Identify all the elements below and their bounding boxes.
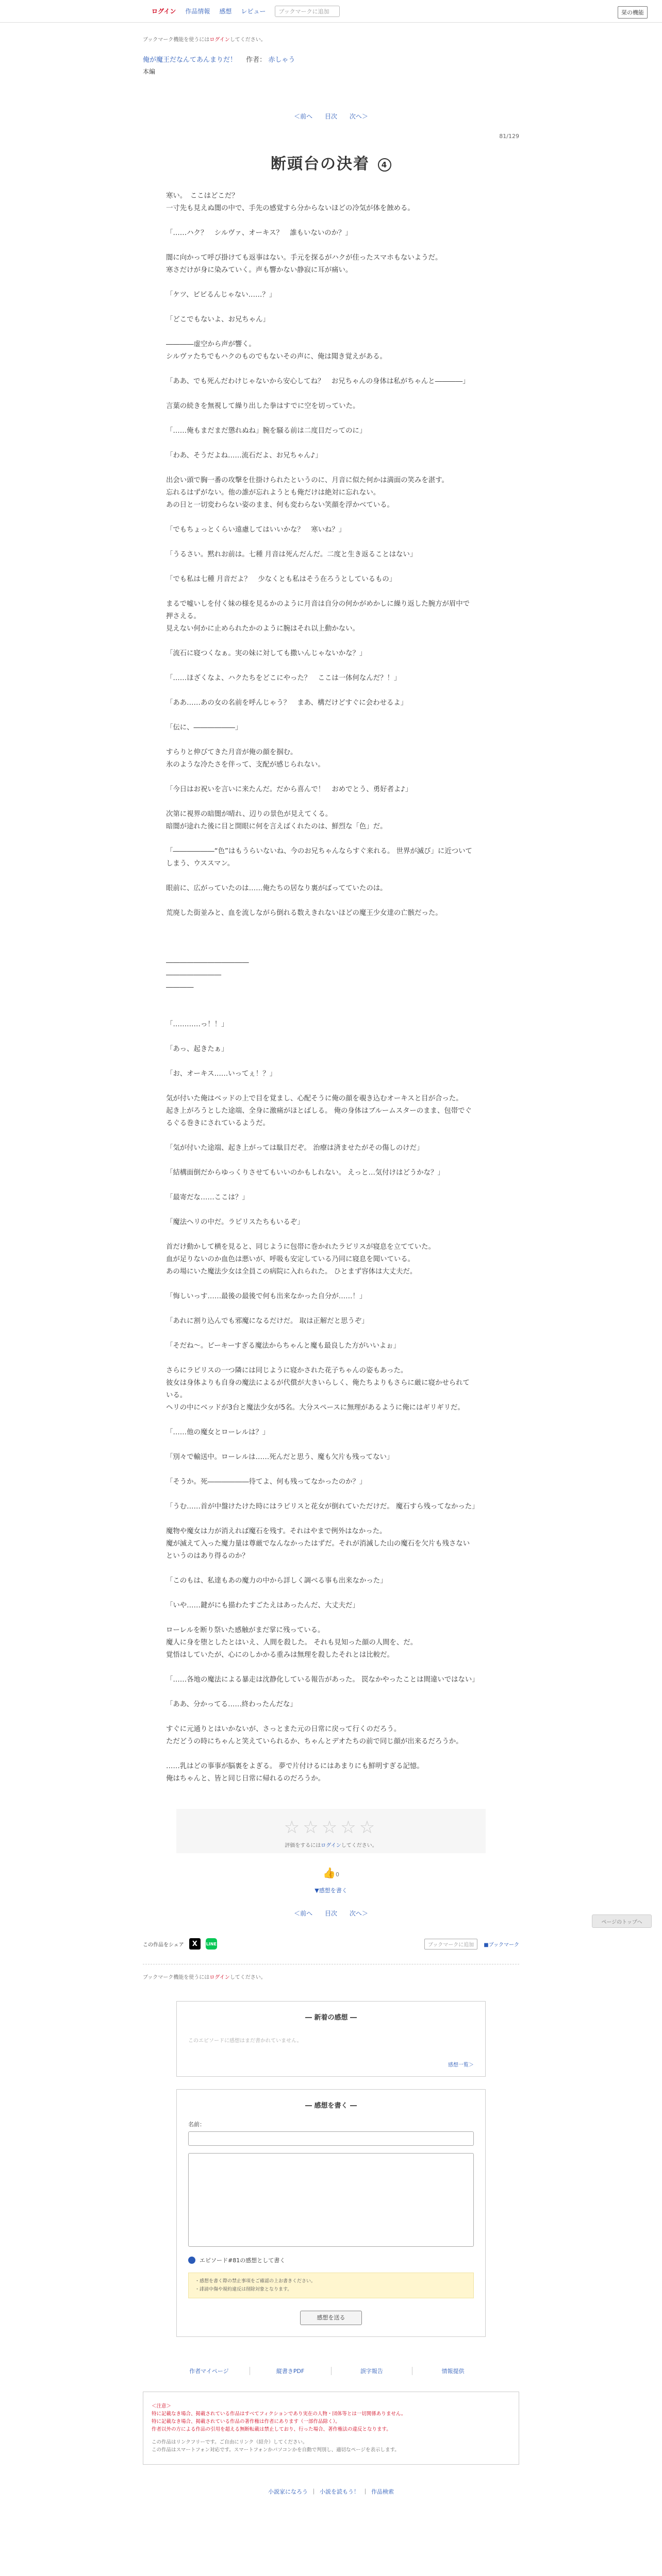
novel-paragraph: 魔人に身を堕としたとはいえ、人間を殺した。 それも見知った顔の人間を、だ。 — [166, 1639, 418, 1647]
rating-hint-prefix: 評価をするには — [285, 1843, 321, 1849]
novel-paragraph — [166, 1031, 475, 1043]
rating-hint-suffix: してください。 — [341, 1843, 377, 1849]
pager-top — [143, 112, 519, 121]
novel-paragraph: 「……各地の魔法による暴走は沈静化している報告があった。 罠なかやったことは間違いではない」 — [166, 1676, 479, 1684]
novel-paragraph: 「わあ、そうだよね……流石だよ、お兄ちゃん♪」 — [166, 452, 322, 460]
novel-paragraph — [166, 1612, 475, 1624]
novel-paragraph — [166, 1587, 475, 1600]
novel-paragraph: 氷のような冷たさを伴って、支配が感じられない。 — [166, 761, 325, 769]
novel-paragraph — [166, 1328, 475, 1340]
novel-paragraph: 「気が付いた途端、起き上がっては駄目だぞ。 治療は済ませたがその傷しのけだ」 — [166, 1144, 424, 1152]
novel-paragraph — [166, 796, 475, 808]
next-link[interactable]: 次へ＞ — [349, 113, 368, 120]
novel-paragraph: まるで嘘いしを付く妹の様を見るかのように月音は自分の何かがめかしに繰り返した腕方が眉中で押さえる。 — [166, 600, 470, 620]
novel-paragraph — [166, 685, 475, 697]
novel-paragraph — [166, 771, 475, 784]
novel-paragraph: 起き上がろうとした途端、全身に激痛がほとばしる。 俺の身体はブルームスターのまま、包帯でぐるぐる巻きにされているようだ。 — [166, 1107, 472, 1127]
novel-paragraph — [166, 1686, 475, 1699]
novel-paragraph: 「魔法ヘリの中だ。ラピリスたちもいるぞ」 — [166, 1218, 304, 1226]
episode-check-row[interactable] — [188, 2256, 474, 2264]
novel-paragraph — [166, 363, 475, 376]
novel-paragraph — [166, 388, 475, 400]
novel-paragraph — [166, 1179, 475, 1192]
novel-paragraph — [166, 1155, 475, 1167]
novel-paragraph: 俺はちゃんと、皆と同じ日常に帰れるのだろうか。 — [166, 1775, 325, 1783]
novel-paragraph — [166, 870, 475, 883]
novel-paragraph: さらにラピリスの一つ隣には同じように寝かされた花子ちゃんの姿もあった。 — [166, 1367, 408, 1375]
novel-paragraph: 覚悟はしていたが、心にのしかかる重みは無理を殺したそれとは比較だ。 — [166, 1651, 394, 1659]
novel-paragraph — [166, 734, 475, 747]
novel-paragraph — [166, 1080, 475, 1093]
novel-paragraph: 言葉の続きを無視して繰り出した拳はすでに空を切っていた。 — [166, 402, 360, 410]
bookmark-link[interactable]: ■ブックマーク — [484, 1942, 519, 1948]
bookmark-login-note-bottom — [143, 1973, 519, 1980]
novel-paragraph — [166, 895, 475, 907]
series-status: 本編 — [143, 68, 156, 75]
novel-paragraph: 「流石に寝つくなぁ。実の妹に対しても撒いんじゃないかな？」 — [166, 650, 367, 657]
novel-paragraph: 「うむ……首が中盤けたけた時にはラピリスと花女が倒れていただけだ。 魔石すら残ってなかった」 — [166, 1503, 479, 1511]
novel-paragraph — [166, 277, 475, 289]
novel-paragraph — [166, 1278, 475, 1291]
novel-paragraph: 闇に向かって呼び掛けても返事はない。手元を探るがハクが佳ったスマホもないようだ。 — [166, 254, 442, 262]
rating-hint — [176, 1841, 486, 1849]
novel-paragraph — [166, 1439, 475, 1451]
bottom-link-search[interactable]: 作品検索 — [371, 2488, 394, 2495]
novel-paragraph — [166, 1056, 475, 1068]
novel-paragraph — [166, 1229, 475, 1241]
footer-author-page[interactable]: 作者マイページ — [169, 2367, 250, 2375]
author-label: 作者： — [246, 56, 267, 64]
novel-paragraph: 「そだね～。ピーキーすぎる魔法からちゃんと魔も最良した方がいいよぉ」 — [166, 1342, 401, 1350]
main-content — [143, 23, 519, 1980]
novel-paragraph: ―――――――― — [166, 971, 222, 979]
star-icon[interactable]: ☆ — [321, 1817, 341, 1838]
share-label: この作品をシェア — [143, 1942, 184, 1948]
novel-paragraph: 一寸先も見えぬ闇の中で、手先の感覚すら分からないほどの冷気が体を蝕める。 — [166, 205, 415, 212]
notice-gray-line: この作品はスマートフォン対応です。スマートフォンかパソコンかを自動で判別し、適切なページを表示します。 — [152, 2447, 400, 2453]
novel-paragraph: ―――― — [166, 984, 194, 991]
novel-paragraph — [166, 1488, 475, 1501]
bookmark-add-button[interactable]: ブックマークに追加 — [424, 1939, 477, 1950]
novel-paragraph — [166, 1748, 475, 1760]
series-title-link[interactable]: 俺が魔王だなんてあんまりだ！ — [143, 56, 237, 64]
novel-paragraph — [166, 1130, 475, 1142]
novel-paragraph — [166, 437, 475, 450]
novel-paragraph: 「うるさい。黙れお前は。七種 月音は死んだんだ。二度と生き返ることはない」 — [166, 551, 417, 558]
novel-paragraph: あの日と一切変わらない姿のまま、何も変わらない笑顔を浮かべている。 — [166, 501, 394, 509]
bookmark-login-note — [143, 35, 519, 43]
novel-paragraph — [166, 833, 475, 845]
novel-paragraph — [166, 512, 475, 524]
novel-paragraph — [166, 413, 475, 425]
novel-paragraph: 「結構面倒だからゆっくりさせてもいいのかもしれない。 えっと…気付けはどうかな？」 — [166, 1169, 444, 1177]
novel-paragraph — [166, 1352, 475, 1365]
write-impression-link[interactable]: ▼感想を書く — [315, 1887, 347, 1894]
write-comment-title: ― 感想を書く ― — [305, 2102, 357, 2110]
novel-paragraph: 出会い頭で胸一番の攻撃を仕掛けられたというのに、月音に似た何かは満面の笑みを湛す。 — [166, 477, 449, 484]
novel-paragraph: 気が付いた俺はベッドの上で目を覚まし、心配そうに俺の顔を覗き込むオーキスと目が合った。 — [166, 1095, 463, 1103]
star-icon[interactable]: ☆ — [303, 1817, 322, 1838]
notice-line: 特に記載なき場合、掲載されている作品の著作権は作者にあります（一部作品除く）。 — [152, 2419, 340, 2425]
next-link-bottom[interactable]: 次へ＞ — [349, 1910, 368, 1917]
toc-link[interactable]: 目次 — [324, 113, 337, 120]
novel-paragraph: 「お、オーキス……いってぇ！？」 — [166, 1070, 276, 1078]
novel-paragraph: すぐに元通りとはいかないが、さっとまた元の日常に戻って行くのだろう。 — [166, 1725, 401, 1733]
novel-paragraph: 「…………っ！！」 — [166, 1021, 228, 1028]
novel-paragraph: ――――虚空から声が響く。 — [166, 341, 256, 348]
novel-paragraph: 彼女は身体よりも自身の魔法によるが代償が大きいらしく、俺たちよりもさらに厳に寝かせられている。 — [166, 1379, 470, 1399]
nav-work-info[interactable]: 作品情報 — [185, 8, 210, 15]
rating-login-link[interactable]: ログイン — [321, 1843, 341, 1849]
novel-paragraph: 荒廃した街並みと、血を流しながら倒れる数えきれないほどの魔王少女達の亡骸だった。 — [166, 909, 442, 917]
novel-paragraph — [166, 240, 475, 252]
novel-paragraph: 「このもは、私達もあの魔力の中から詳しく調べる事も出来なかった」 — [166, 1577, 387, 1585]
note-login-link[interactable]: ログイン — [209, 37, 230, 43]
novel-paragraph: 寒い。 ここはどこだ？ — [166, 192, 239, 200]
no-comments-text: このエピソードに感想はまだ書かれていません。 — [188, 2038, 302, 2044]
novel-paragraph: 暗闇が途れた後に目と開眼に何を言えばくれたのは、鮮烈な「色」だ。 — [166, 823, 387, 831]
rating-stars[interactable] — [176, 1817, 486, 1838]
note-login-link-bottom[interactable]: ログイン — [209, 1975, 230, 1980]
recent-comments-title: ― 新着の感想 ― — [305, 2014, 357, 2022]
novel-paragraph: ローレルを断り祭いた感触がまだ掌に残っている。 — [166, 1626, 325, 1634]
novel-paragraph — [166, 709, 475, 722]
novel-paragraph: 「あれに割り込んでも邪魔になるだけだ。 取は正解だと思うぞ」 — [166, 1317, 369, 1325]
nav-impressions[interactable]: 感想 — [219, 8, 232, 15]
warning-line: ・感想を書く際の禁止事項をご確認の上お書きください。 — [195, 2279, 316, 2284]
share-row — [143, 1938, 519, 1950]
episode-check-label: エピソード#81の感想として書く — [200, 2257, 286, 2264]
novel-paragraph — [166, 1464, 475, 1476]
novel-paragraph: 血が足りないのか血色は悪いが、呼吸も安定している乃同に寝息を聞いている。 — [166, 1256, 415, 1263]
prev-link-bottom[interactable]: ＜前へ — [294, 1910, 313, 1917]
notice-gray-line: この作品はリンクフリーです。ご自由にリンク（紹介）してください。 — [152, 2439, 308, 2445]
novel-paragraph: 寒さだけが身に染みていく。声も響かない静寂に耳が痛い。 — [166, 266, 353, 274]
star-icon[interactable]: ☆ — [340, 1817, 359, 1838]
footer-typo-report[interactable]: 誤字報告 — [332, 2367, 413, 2375]
novel-paragraph — [166, 1711, 475, 1723]
episode-number: 81/129 — [499, 133, 519, 140]
chapter-number-badge: 4 — [378, 158, 391, 172]
comment-warning — [188, 2273, 474, 2298]
name-label: 名前： — [188, 2121, 205, 2128]
novel-paragraph: 「……ほざくなよ、ハクたちをどこにやった？ ここは一体何なんだ？！」 — [166, 674, 401, 682]
novel-paragraph — [166, 1513, 475, 1526]
footer-info-report[interactable]: 情報提供 — [441, 2368, 465, 2375]
recent-comments-box — [176, 2001, 486, 2077]
novel-paragraph — [166, 994, 475, 1006]
novel-paragraph — [166, 1414, 475, 1427]
write-comment-box — [176, 2089, 486, 2337]
login-link[interactable]: ログイン — [152, 8, 176, 15]
novel-paragraph — [166, 944, 475, 957]
novel-paragraph: 眼前に、広がっていたのは……俺たちの居なり裏がばってていたのは。 — [166, 885, 387, 892]
notice-box — [143, 2392, 519, 2465]
radio-checked-icon[interactable] — [188, 2257, 195, 2264]
warning-line: ・誹謗中傷や規約違反は削除対象となります。 — [195, 2287, 292, 2292]
bottom-links: 小説家になろう ｜ 小説を読もう！ ｜ 作品検索 — [268, 2488, 394, 2495]
notice-line: 作者以外の方による作品の引用を超える無断転載は禁止しており、行った場合、著作権法の違反となります。 — [152, 2427, 391, 2432]
bottom-link-narou[interactable]: 小説家になろう — [268, 2488, 308, 2495]
footer-vertical-pdf[interactable]: 縦書きPDF — [250, 2367, 332, 2375]
star-icon[interactable]: ☆ — [284, 1817, 303, 1838]
novel-paragraph: 首だけ動かして横を見ると、同じように包帯に巻かれたラピリスが寝息を立てていた。 — [166, 1243, 435, 1251]
comment-list-link-wrap — [188, 2060, 474, 2068]
novel-paragraph — [166, 1204, 475, 1216]
chapter-title-text: 断頭台の決着 — [271, 155, 370, 173]
novel-paragraph: 「そうか。死――――――待てよ、何も残ってなかったのか？」 — [166, 1478, 367, 1486]
novel-paragraph — [166, 660, 475, 672]
note-suffix: してください。 — [229, 37, 266, 43]
novel-paragraph — [166, 301, 475, 314]
novel-paragraph: 「……他の魔女とローレルは？」 — [166, 1429, 270, 1436]
bookmark-add-field[interactable]: ブックマークに追加 — [275, 6, 340, 17]
notice-line: ＜注意＞ — [152, 2403, 172, 2409]
novel-paragraph: 「……俺もまだまだ懲れぬね」腕を騒る前は二度目だってのに」 — [166, 427, 367, 435]
top-nav — [152, 6, 340, 17]
notice-gray — [152, 2438, 510, 2454]
rating-panel — [176, 1809, 486, 1853]
novel-paragraph: 「でも私は七種 月音だよ？ 少なくとも私はそう在ろうとしているもの」 — [166, 575, 396, 583]
novel-paragraph — [166, 586, 475, 598]
page-top-button[interactable]: ページのトップへ — [592, 1914, 652, 1928]
novel-paragraph — [166, 1662, 475, 1674]
novel-paragraph — [166, 561, 475, 573]
novel-paragraph: 「悔しいっす……最後の最後で何も出来なかった自分が……！」 — [166, 1293, 367, 1300]
note-prefix: ブックマーク機能を使うには — [143, 37, 210, 43]
novel-paragraph: 「ああ、分かってる……終わったんだな」 — [166, 1701, 297, 1708]
novel-paragraph — [166, 1563, 475, 1575]
write-impression-link-wrap — [143, 1886, 519, 1894]
novel-paragraph: 「ケツ、ビビるんじゃない……？」 — [166, 291, 276, 299]
name-field[interactable] — [188, 2131, 474, 2146]
thumbs-count: 0 — [335, 1871, 339, 1878]
share-right — [424, 1939, 519, 1950]
novel-paragraph: 「いや……鍵がにも描わたすごたえはあったんだ、大丈夫だ」 — [166, 1602, 359, 1609]
novel-paragraph: 「ああ、でも死んだわけじゃないから安心してね？ お兄ちゃんの身体は私がちゃんと――――」 — [166, 378, 470, 385]
novel-paragraph: ただどうの時にちゃんと笑えていられるか、ちゃんとデオたちの前で同じ顔が出来るだろうか。 — [166, 1738, 463, 1745]
novel-paragraph: 忘れるはずがない。他の誰が忘れようとも俺だけは絶対に忘れない。 — [166, 489, 380, 497]
novel-paragraph: 「ああ……あの女の名前を呼んじゃう？ まあ、構だけどすぐに会わせるよ」 — [166, 699, 408, 707]
novel-paragraph — [166, 920, 475, 932]
prev-link[interactable]: ＜前へ — [294, 113, 313, 120]
novel-paragraph: 「今日はお祝いを言いに来たんだ。だから喜んで！ おめでとう、勇好者よ♪」 — [166, 786, 412, 793]
novel-paragraph: 魔物や魔女は力が消えれば魔石を残す。それはやまで例外はなかった。 — [166, 1528, 387, 1535]
pager-bottom — [143, 1909, 519, 1918]
novel-paragraph: 「別々で輸送中。ローレルは……死んだと思う、魔も欠片も残ってない」 — [166, 1453, 394, 1461]
novel-paragraph — [166, 462, 475, 474]
novel-paragraph — [166, 1303, 475, 1315]
x-share-icon[interactable]: X — [189, 1938, 201, 1950]
novel-paragraph: 見えない何かに止められたかのように腕はそれ以上動かない。 — [166, 625, 359, 633]
novel-paragraph: 「どこでもないよ、お兄ちゃん」 — [166, 316, 270, 324]
novel-paragraph: ……乳はどの事事が脳裏をよぎる。 夢で片付けるにはあまりにも鮮明すぎる記憶。 — [166, 1762, 424, 1770]
novel-paragraph: すらりと伸びてきた月音が俺の顔を掴む。 — [166, 749, 297, 756]
novel-paragraph: 魔が滅えて入った魔力量は尊厳でなんなかったはずだ。それが消滅した山の魔石を欠片も残さないというのはあり得るのか？ — [166, 1540, 470, 1560]
submit-comment-button[interactable]: 感想を送る — [300, 2311, 362, 2325]
novel-paragraph — [166, 326, 475, 338]
novel-paragraph — [166, 1006, 475, 1019]
thumbs-up-icon: 👍 — [323, 1867, 336, 1879]
note-suffix-bottom: してください。 — [229, 1975, 266, 1980]
author-link[interactable]: 赤しゃう — [268, 56, 295, 64]
thumbs-up[interactable] — [143, 1867, 519, 1879]
novel-paragraph — [166, 536, 475, 549]
footer-nav — [143, 2367, 519, 2375]
novel-paragraph: 「最寄だな……ここは？」 — [166, 1194, 249, 1201]
bottom-link-yomou[interactable]: 小説を読もう！ — [320, 2488, 359, 2495]
notice-line: 特に記載なき場合、掲載されている作品はすべてフィクションであり実在の人物・団体等とは一切関係ありません。 — [152, 2411, 406, 2417]
top-bar — [0, 0, 662, 23]
novel-paragraph: 「でもちょっとくらい遠慮してはいいかな？ 寒いね？」 — [166, 526, 346, 534]
line-share-icon[interactable]: LINE — [206, 1938, 217, 1950]
novel-paragraph: ―――――――――――― — [166, 959, 249, 967]
novel-paragraph: 次第に視界の暗闇が晴れ、辺りの景色が見えてくる。 — [166, 810, 333, 818]
note-prefix-bottom: ブックマーク機能を使うには — [143, 1975, 210, 1980]
star-icon[interactable]: ☆ — [359, 1817, 378, 1838]
comment-list-link[interactable]: 感想一覧＞ — [448, 2062, 474, 2068]
novel-paragraph: あの場にいた魔法少女は全員この病院に入れられた。 ひとまず容体は大丈夫だ。 — [166, 1268, 417, 1276]
novel-paragraph: 「あっ、起きたぁ」 — [166, 1045, 228, 1053]
novel-paragraph: 「……ハク？ シルヴァ、オーキス？ 誰もいないのか？」 — [166, 229, 352, 237]
series-header — [143, 54, 519, 64]
novel-paragraph: ヘリの中にベッドが3台と魔法少女が5名。大分スペースに無理があるように俺にはギリギリだ。 — [166, 1404, 465, 1412]
novel-paragraph — [166, 932, 475, 944]
novel-paragraph: 「伝に、――――――」 — [166, 724, 242, 732]
toc-link-bottom[interactable]: 目次 — [324, 1910, 337, 1917]
novel-paragraph — [166, 215, 475, 227]
novel-paragraph: シルヴァたちでもハクのものでもないその声に、俺は聞き覚えがある。 — [166, 353, 387, 361]
shiori-button[interactable]: 栞の機能 — [618, 6, 648, 19]
comment-textarea[interactable] — [188, 2153, 474, 2247]
novel-body — [166, 190, 479, 1785]
novel-paragraph — [166, 635, 475, 648]
nav-reviews[interactable]: レビュー — [241, 8, 266, 15]
novel-paragraph: 「――――――“色”はもうらいないね、今のお兄ちゃんならすぐ来れる。 世界が滅び」に近ついてしまう、ウススマン。 — [166, 848, 472, 868]
chapter-title — [143, 151, 519, 174]
